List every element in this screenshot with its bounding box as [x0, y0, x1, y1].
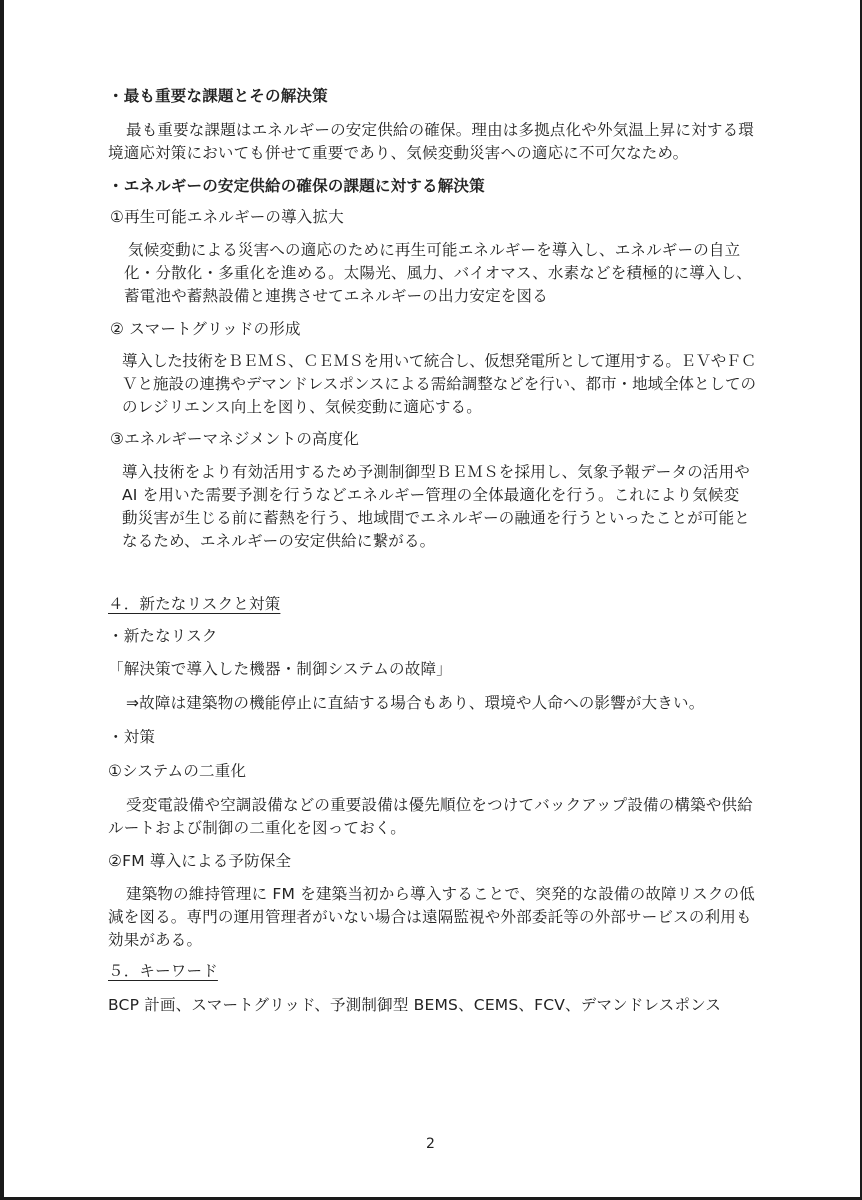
paragraph-line: 効果がある。: [108, 931, 203, 949]
paragraph-line: なるため、エネルギーの安定供給に繋がる。: [122, 532, 436, 550]
paragraph-line: 導入技術をより有効活用するため予測制御型ＢＥＭＳを採用し、気象予報データの活用や: [122, 463, 751, 481]
risk-description: ⇒故障は建築物の機能停止に直結する場合もあり、環境や人命への影響が大きい。: [126, 694, 705, 712]
paragraph-line: Ｖと施設の連携やデマンドレスポンスによる需給調整などを行い、都市・地域全体としての: [122, 375, 756, 393]
risk-title: 「解決策で導入した機器・制御システムの故障」: [108, 660, 452, 678]
paragraph-line: 気候変動による災害への適応のために再生可能エネルギーを導入し、エネルギーの自立: [128, 241, 741, 259]
paragraph-line: 建築物の維持管理に FM を建築当初から導入することで、突発的な設備の故障リスクの低: [126, 885, 755, 903]
paragraph-line: 受変電設備や空調設備などの重要設備は優先順位をつけてバックアップ設備の構築や供給: [126, 796, 753, 814]
paragraph-line: 蓄電池や蓄熱設備と連携させてエネルギーの出力安定を図る: [124, 287, 548, 305]
paragraph-line: ルートおよび制御の二重化を図っておく。: [108, 819, 406, 837]
heading-solutions: ・エネルギーの安定供給の確保の課題に対する解決策: [108, 177, 485, 195]
bullet-new-risk: ・新たなリスク: [108, 627, 218, 645]
paragraph-line: 化・分散化・多重化を進める。太陽光、風力、バイオマス、水素などを積極的に導入し、: [124, 264, 753, 282]
paragraph-line: のレジリエンス向上を図り、気候変動に適応する。: [122, 398, 482, 416]
page-number: 2: [426, 1136, 435, 1152]
paragraph-line: 最も重要な課題はエネルギーの安定供給の確保。理由は多拠点化や外気温上昇に対する環: [126, 121, 755, 139]
paragraph-line: 境適応対策においても併せて重要であり、気候変動災害への適応に不可欠なため。: [108, 144, 689, 162]
document-page: [4, 0, 860, 1197]
paragraph-line: 減を図る。専門の運用管理者がいない場合は遠隔監視や外部委託等の外部サービスの利用も: [108, 908, 752, 926]
heading-main-issue: ・最も重要な課題とその解決策: [108, 87, 328, 105]
paragraph-line: 導入した技術をＢＥＭＳ、ＣＥＭＳを用いて統合し、仮想発電所として運用する。ＥＶやＦＣ: [122, 352, 756, 370]
subheading-smart-grid: ② スマートグリッドの形成: [110, 320, 301, 338]
keywords-line: BCP 計画、スマートグリッド、予測制御型 BEMS、CEMS、FCV、デマンドレスポンス: [108, 996, 722, 1014]
paragraph-line: AI を用いた需要予測を行うなどエネルギー管理の全体最適化を行う。これにより気候変: [122, 486, 740, 504]
paragraph-line: 動災害が生じる前に蓄熱を行う、地域間でエネルギーの融通を行うといったことが可能と: [122, 509, 751, 527]
bullet-countermeasures: ・対策: [108, 728, 156, 746]
section-heading-keywords: ５．キーワード: [108, 962, 218, 980]
subheading-renewable: ①再生可能エネルギーの導入拡大: [110, 208, 344, 226]
subheading-fm: ②FM 導入による予防保全: [108, 852, 292, 870]
subheading-energy-management: ③エネルギーマネジメントの高度化: [110, 430, 360, 448]
section-heading-risks: ４．新たなリスクと対策: [108, 595, 281, 613]
subheading-redundancy: ①システムの二重化: [108, 762, 247, 780]
